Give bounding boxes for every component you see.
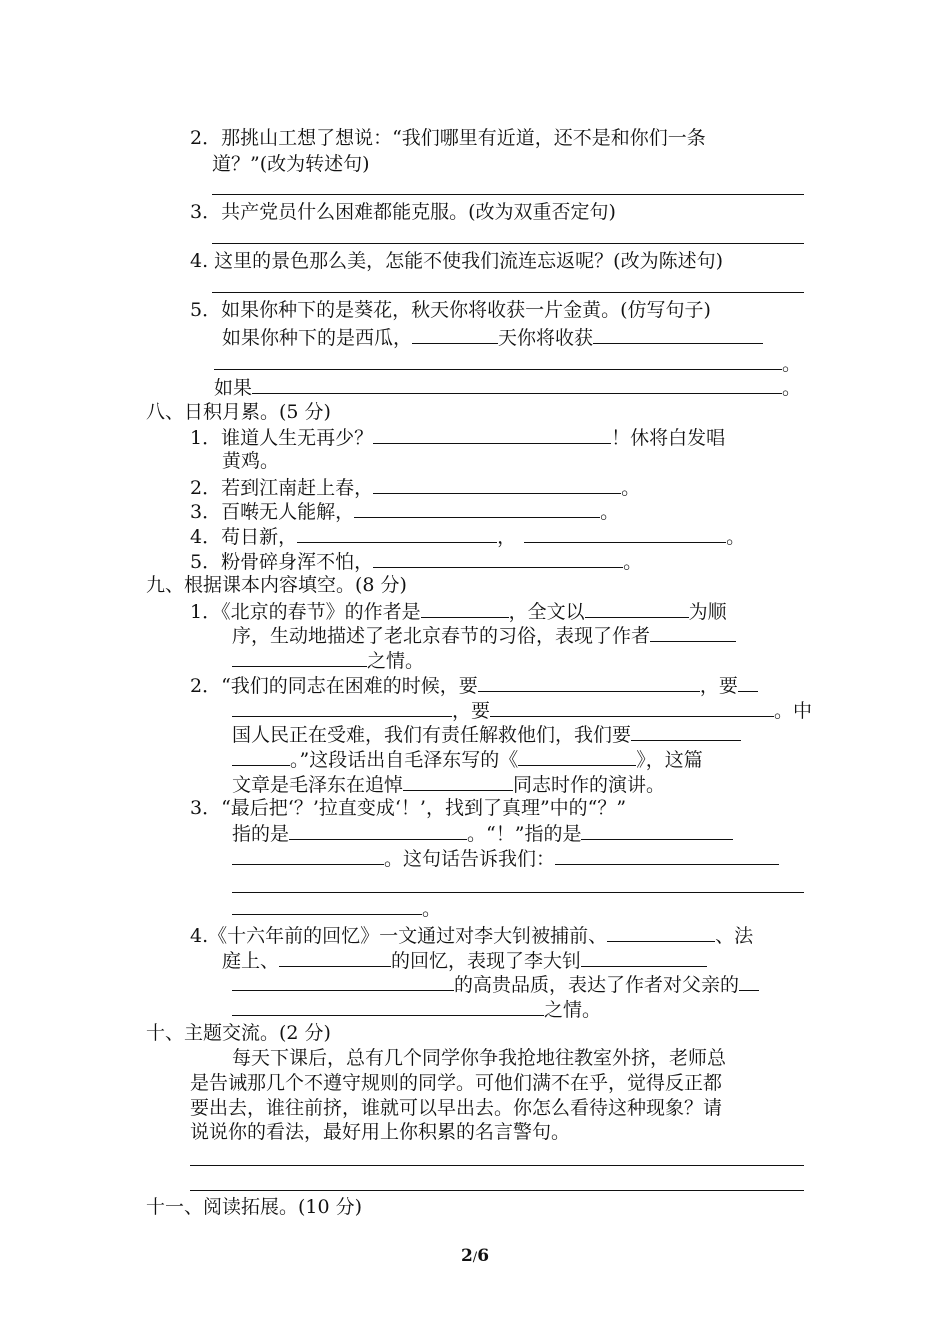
- s7-q2-line2: 道？”(改为转述句): [212, 153, 370, 175]
- s7-q5-line1: 5．如果你种下的是葵花，秋天你将收获一片金黄。(仿写句子): [190, 299, 711, 321]
- s9-q3-line1: 3．“最后把‘？’拉直变成‘！’，找到了真理”中的“？”: [190, 797, 627, 819]
- s9-q2-blank-6[interactable]: [403, 771, 513, 791]
- s9-q1-text-b: ，全文以: [508, 601, 585, 623]
- s9-q3-line2: [232, 820, 733, 846]
- s9-q2-line4: [232, 746, 703, 772]
- s9-q3-text-a: 指的是: [232, 823, 290, 845]
- s9-q3-line3: [232, 845, 779, 871]
- s8-q1-blank[interactable]: [373, 424, 611, 444]
- s8-q3: [190, 498, 619, 524]
- s9-q3-text-c: 。这句话告诉我们：: [384, 848, 556, 870]
- s8-q4: [190, 523, 745, 549]
- s8-q1-text-b: ！休将白发唱: [611, 427, 726, 449]
- s8-q4-end: 。: [726, 526, 746, 548]
- s9-q3-line5: [232, 895, 441, 921]
- s7-q3: 3．共产党员什么困难都能克服。(改为双重否定句): [190, 201, 616, 223]
- s9-q4-blank-1[interactable]: [607, 922, 715, 942]
- s9-q2-text-e: 国人民正在受难，我们有责任解救他们，我们要: [232, 724, 632, 746]
- s9-q1-blank-1[interactable]: [421, 598, 509, 618]
- s9-q2-line2: [232, 697, 812, 723]
- page-separator: /: [472, 1250, 478, 1265]
- page-number: [0, 1246, 950, 1266]
- s9-q2-blank-5[interactable]: [518, 746, 636, 766]
- s9-q4-text-f: 之情。: [544, 999, 602, 1021]
- s9-q1-text-a: 1．《北京的春节》的作者是: [190, 601, 421, 623]
- s9-q2-text-d: 。中: [774, 700, 813, 722]
- s9-q4-text-a: 4.《十六年前的回忆》一文通过对李大钊被捕前、: [190, 925, 608, 947]
- s8-q5: [190, 548, 642, 574]
- s9-q1-line1: [190, 598, 727, 624]
- s9-q4-blank-4b[interactable]: [232, 996, 544, 1016]
- s9-q2-text-b: ，要: [699, 675, 738, 697]
- s10-paragraph-line3: 要出去，谁往前挤，谁就可以早出去。你怎么看待这种现象？请: [190, 1097, 723, 1119]
- s9-q2-blank-4a[interactable]: [631, 721, 741, 741]
- s9-title: 九、根据课本内容填空。(8 分): [146, 574, 407, 596]
- s10-paragraph-line1: 每天下课后，总有几个同学你争我抢地往教室外挤，老师总: [232, 1047, 727, 1069]
- s9-q2-blank-1[interactable]: [478, 672, 700, 692]
- s9-q2-line5: [232, 771, 665, 797]
- s9-q4-text-c: 庭上、: [222, 950, 280, 972]
- s9-q4-line3: [232, 971, 759, 997]
- s9-q1-text-c: 为顺: [688, 601, 727, 623]
- s9-q4-line2: [222, 947, 707, 973]
- s9-q3-blank-2a[interactable]: [581, 820, 733, 840]
- s9-q1-blank-3[interactable]: [650, 622, 736, 642]
- s8-q3-end: 。: [600, 501, 620, 523]
- s9-q2-text-c: ，要: [452, 700, 491, 722]
- s9-q2-blank-3[interactable]: [490, 697, 774, 717]
- s8-q4-text: 4．苟日新，: [190, 526, 298, 548]
- s8-title: 八、日积月累。(5 分): [146, 401, 331, 423]
- s10-title: 十、主题交流。(2 分): [146, 1022, 331, 1044]
- s9-q2-text-h: 文章是毛泽东在追悼: [232, 774, 404, 796]
- s9-q4-blank-4a[interactable]: [739, 971, 759, 991]
- s7-q5-if: 如果: [214, 377, 253, 399]
- s8-q1-line2: 黄鸡。: [222, 450, 280, 472]
- s7-q5-period-2: 。: [782, 377, 802, 399]
- s7-q4: 4. 这里的景色那么美，怎能不使我们流连忘返呢？(改为陈述句): [190, 250, 723, 272]
- s8-q4-blank-1[interactable]: [297, 523, 497, 543]
- s8-q2-end: 。: [621, 477, 641, 499]
- s7-q5-blank-1[interactable]: [412, 324, 498, 344]
- s10-answer-line-2[interactable]: [190, 1190, 804, 1191]
- s7-q5-period: 。: [782, 353, 802, 375]
- s9-q3-end: 。: [422, 898, 442, 920]
- s9-q2-text-f: 。”这段话出自毛泽东写的《: [290, 749, 519, 771]
- s9-q1-line3: [232, 647, 424, 673]
- s9-q2-blank-2a[interactable]: [738, 672, 758, 692]
- s7-q5-line3: [214, 350, 801, 376]
- s9-q3-blank-3b[interactable]: [232, 892, 804, 893]
- s7-q5-line4: [214, 374, 801, 400]
- s8-q2-text: 2．若到江南赶上春，: [190, 477, 374, 499]
- s9-q4-line1: [190, 922, 753, 948]
- s9-q4-text-e: 的高贵品质，表达了作者对父亲的: [454, 974, 740, 996]
- s9-q3-blank-1[interactable]: [289, 820, 467, 840]
- s7-q5-line2: [222, 324, 763, 350]
- s7-q3-answer-line[interactable]: [212, 243, 804, 244]
- s9-q4-text-b: 、法: [715, 925, 754, 947]
- s9-q3-text-b: 。“！”指的是: [467, 823, 582, 845]
- s9-q2-line3: [232, 721, 741, 747]
- s9-q3-blank-3c[interactable]: [232, 895, 422, 915]
- s10-paragraph-line2: 是告诫那几个不遵守规则的同学。可他们满不在乎，觉得反正都: [190, 1072, 723, 1094]
- s9-q2-blank-2b[interactable]: [232, 697, 452, 717]
- s8-q2-blank[interactable]: [373, 474, 621, 494]
- s8-q5-end: 。: [623, 551, 643, 573]
- s10-paragraph-line4: 说说你的看法，最好用上你积累的名言警句。: [190, 1121, 571, 1143]
- s8-q3-blank[interactable]: [354, 498, 600, 518]
- s9-q2-blank-4b[interactable]: [232, 746, 290, 766]
- s8-q5-blank[interactable]: [373, 548, 623, 568]
- s8-q4-blank-2[interactable]: [524, 523, 726, 543]
- s8-q5-text: 5．粉骨碎身浑不怕，: [190, 551, 374, 573]
- s7-q4-answer-line[interactable]: [212, 292, 804, 293]
- s7-q2-line1: 2．那挑山工想了想说：“我们哪里有近道，还不是和你们一条: [190, 127, 706, 149]
- s9-q2-text-i: 同志时作的演讲。: [513, 774, 666, 796]
- s9-q1-blank-4[interactable]: [232, 647, 367, 667]
- s7-q5-blank-4[interactable]: [252, 374, 782, 394]
- s7-q5-blank-3[interactable]: [214, 350, 782, 370]
- s9-q3-blank-3a[interactable]: [555, 845, 779, 865]
- s8-q3-text: 3．百啭无人能解，: [190, 501, 355, 523]
- s11-title: 十一、阅读拓展。(10 分): [146, 1196, 363, 1218]
- s9-q4-text-d: 的回忆，表现了李大钊: [391, 950, 582, 972]
- s9-q2-text-a: 2．“我们的同志在困难的时候，要: [190, 675, 478, 697]
- s7-q5-blank-2[interactable]: [593, 324, 763, 344]
- s9-q4-line4: [232, 996, 601, 1022]
- page-total: 6: [477, 1246, 490, 1266]
- s7-q5-text-a: 如果你种下的是西瓜，: [222, 327, 413, 349]
- s8-q4-mid: ，: [497, 526, 517, 548]
- s9-q4-blank-3b[interactable]: [232, 971, 454, 991]
- s9-q4-blank-3a[interactable]: [581, 947, 707, 967]
- s9-q1-blank-2[interactable]: [585, 598, 689, 618]
- s9-q1-text-d: 序，生动地描述了老北京春节的习俗，表现了作者: [232, 625, 651, 647]
- s9-q2-line1: [190, 672, 758, 698]
- s9-q2-text-g: 》，这篇: [636, 749, 703, 771]
- s8-q1-text-a: 1．谁道人生无再少？: [190, 427, 374, 449]
- s8-q2: [190, 474, 640, 500]
- s9-q4-blank-2[interactable]: [279, 947, 391, 967]
- s7-q2-answer-line[interactable]: [212, 194, 804, 195]
- s8-q1-line1: [190, 424, 725, 450]
- s7-q5-text-b: 天你将收获: [498, 327, 594, 349]
- s9-q1-line2: [232, 622, 736, 648]
- s9-q1-text-e: 之情。: [367, 650, 425, 672]
- s9-q3-blank-2b[interactable]: [232, 845, 384, 865]
- page-current: 2: [460, 1246, 473, 1266]
- s10-answer-line-1[interactable]: [190, 1165, 804, 1166]
